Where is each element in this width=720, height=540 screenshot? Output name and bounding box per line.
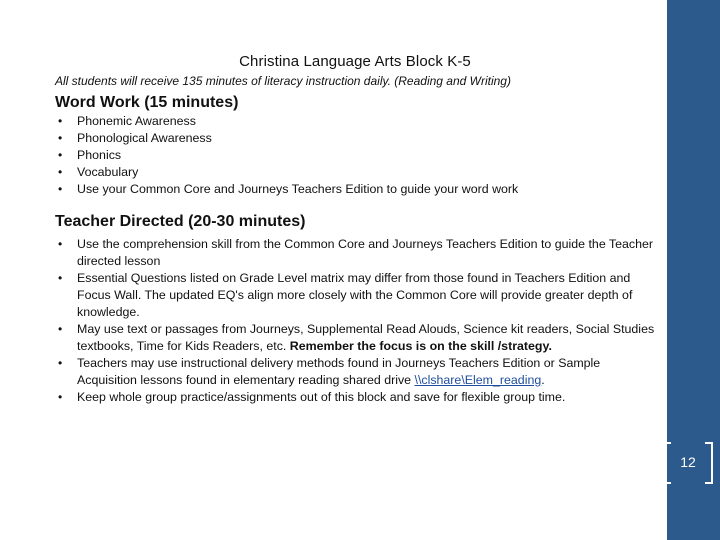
shared-drive-link[interactable]: \\clshare\Elem_reading: [414, 373, 542, 387]
list-item: • Essential Questions listed on Grade Level matrix may differ from those found in Teachers Edition and Focus Wall. The updated EQ's align more closely with the Common Core will provide greater depth of knowledge.: [55, 270, 660, 321]
page-number: 12: [680, 454, 696, 470]
right-bracket-icon: [705, 442, 713, 484]
page-number-badge: [663, 442, 713, 482]
word-work-heading: Word Work (15 minutes): [55, 94, 239, 111]
list-item: • Phonemic Awareness: [55, 113, 660, 130]
list-item: • Use the comprehension skill from the Common Core and Journeys Teachers Edition to guide the Teacher directed lesson: [55, 236, 660, 270]
list-item: • Vocabulary: [55, 164, 660, 181]
slide-title: Christina Language Arts Block K-5: [239, 53, 471, 70]
left-bracket-icon: [663, 442, 671, 484]
list-item: [55, 321, 660, 355]
list-item: • Phonological Awareness: [55, 130, 660, 147]
item-text: May use text or passages from Journeys, Supplemental Read Alouds, Science kit readers, Social Studies textbooks, Time for Kids Readers, etc.: [77, 322, 655, 353]
list-item: • Keep whole group practice/assignments out of this block and save for flexible group time.: [55, 389, 660, 406]
teacher-directed-list: [55, 236, 660, 406]
skill-focus-note: Remember the focus is on the skill /strategy.: [289, 339, 552, 353]
teacher-directed-heading: Teacher Directed (20-30 minutes): [55, 213, 306, 230]
list-item: • Phonics: [55, 147, 660, 164]
list-item: • Use your Common Core and Journeys Teachers Edition to guide your word work: [55, 181, 660, 198]
item-end: .: [541, 373, 545, 387]
list-item: [55, 355, 660, 389]
word-work-list: [55, 113, 660, 198]
intro-text: All students will receive 135 minutes of literacy instruction daily. (Reading and Writing): [55, 74, 511, 88]
item-text: Teachers may use instructional delivery methods found in Journeys Teachers Edition or Sample Acquisition lessons found in elementary reading shared drive: [77, 356, 601, 387]
